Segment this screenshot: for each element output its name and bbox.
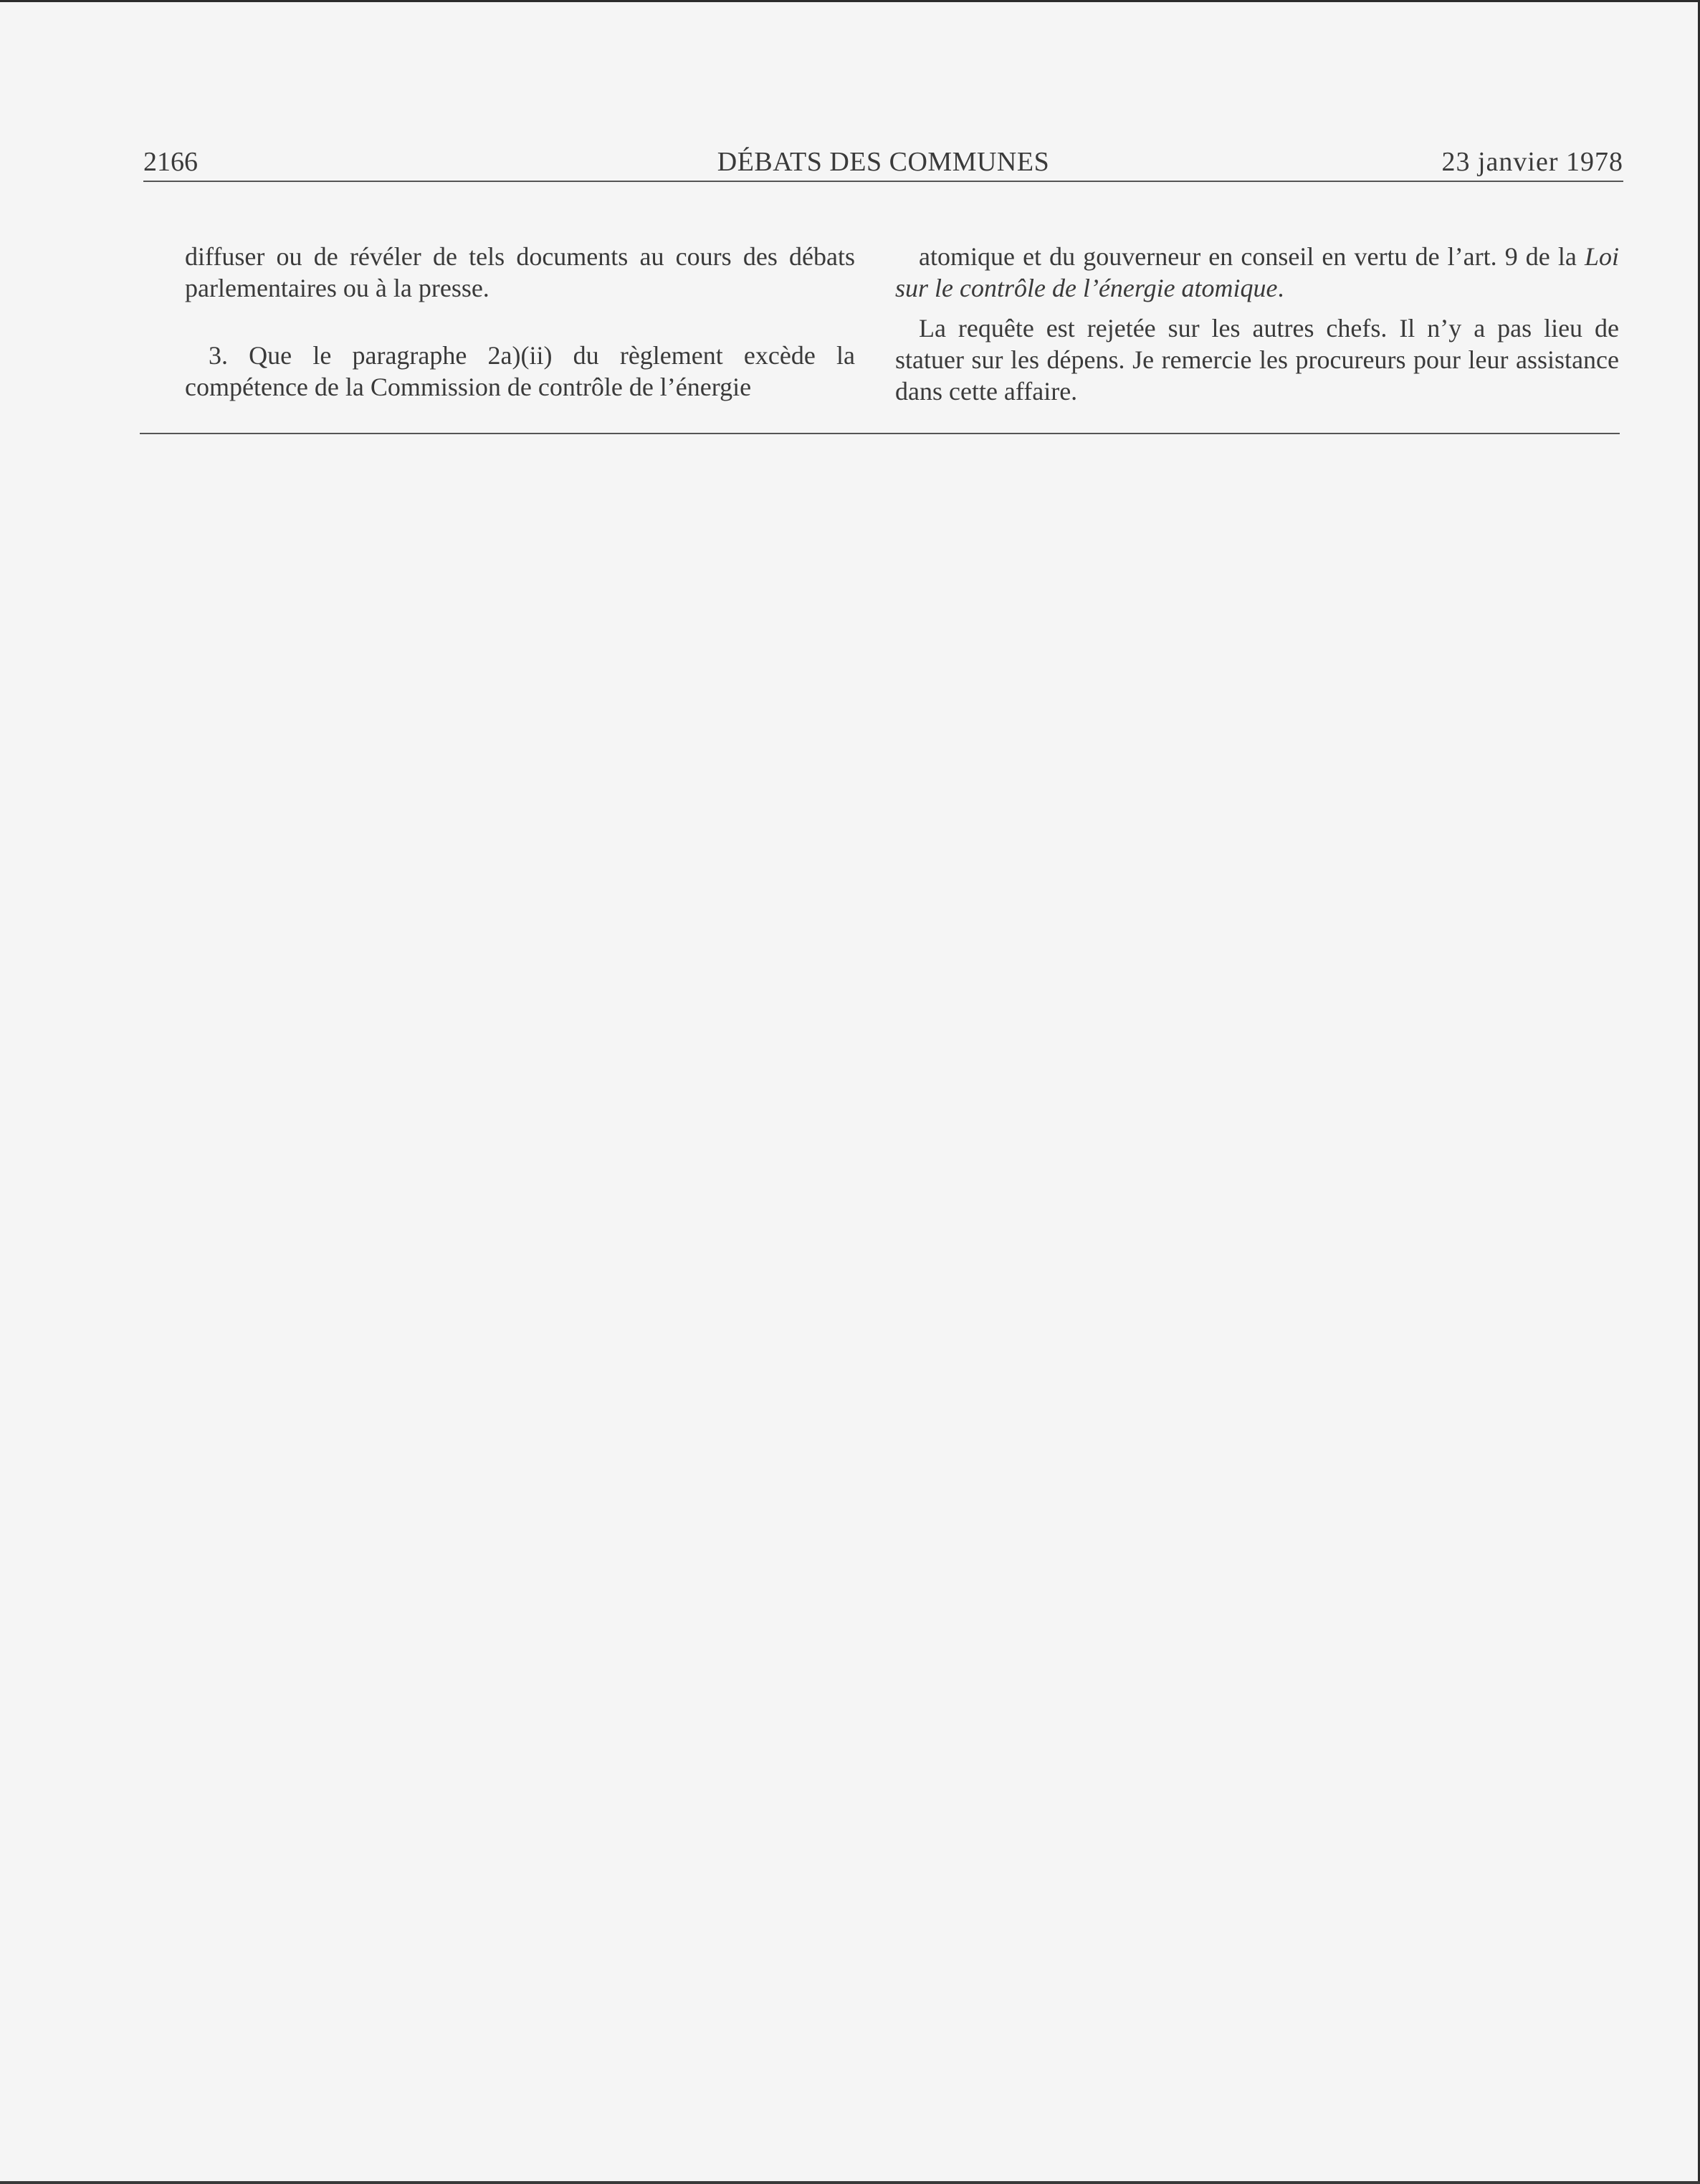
right-paragraph-1-text: atomique et du gouverneur en conseil en vertu de l’art. 9 de la — [919, 242, 1585, 271]
left-column — [185, 241, 855, 403]
right-paragraph-2: La requête est rejetée sur les autres chefs. Il n’y a pas lieu de statuer sur les dépens. Je remercie les procureurs pour leur assistance dans cette affaire. — [895, 314, 1619, 406]
running-header — [143, 142, 1623, 182]
left-paragraph-2: 3. Que le paragraphe 2a)(ii) du règlement excède la compétence de la Commission de contrôle de l’énergie — [185, 341, 855, 401]
right-paragraph-1-end: . — [1277, 274, 1284, 302]
page-number: 2166 — [143, 147, 198, 177]
page-border-bottom — [0, 2181, 1700, 2184]
statute-title: Loi sur le contrôle de l’énergie atomique — [895, 242, 1619, 302]
publication-title: DÉBATS DES COMMUNES — [717, 147, 1050, 177]
header-rule — [143, 181, 1623, 182]
page-border-top — [0, 0, 1700, 2]
right-paragraph-1 — [895, 241, 1619, 304]
section-end-rule — [140, 433, 1620, 434]
left-paragraph-1: diffuser ou de révéler de tels documents au cours des débats parlementaires ou à la presse. — [185, 242, 855, 302]
right-column — [895, 241, 1619, 407]
header-date: 23 janvier 1978 — [1441, 147, 1623, 177]
